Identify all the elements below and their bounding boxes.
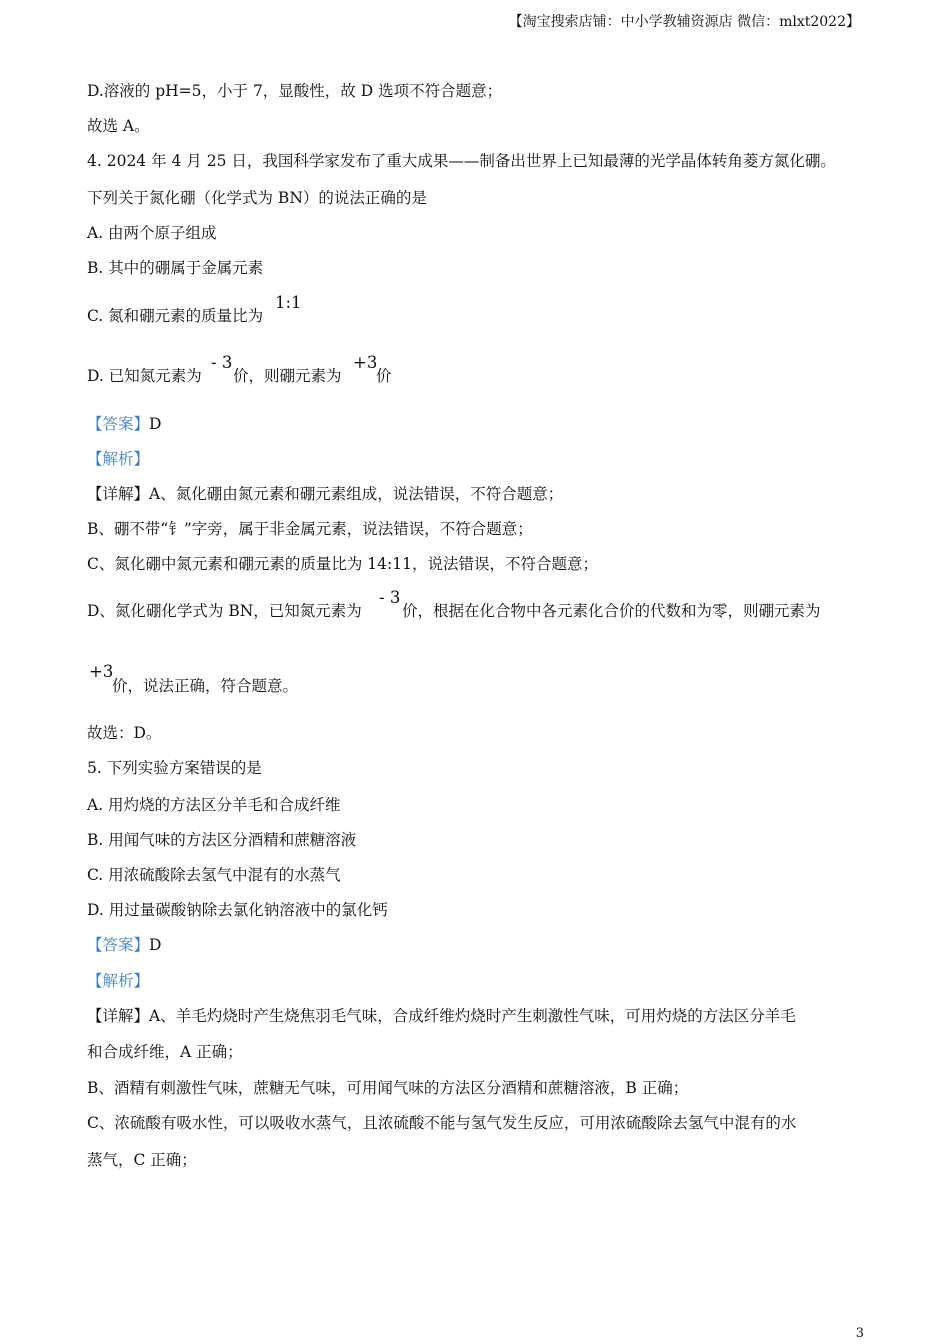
q5-option-c: C. 用浓硫酸除去氢气中混有的水蒸气 xyxy=(87,866,341,884)
q5-option-b: B. 用闻气味的方法区分酒精和蔗糖溶液 xyxy=(87,831,357,849)
page-header: 【淘宝搜索店铺：中小学教辅资源店 微信：mlxt2022】 xyxy=(508,14,860,30)
answer-tag: 【答案】 xyxy=(87,415,150,433)
q4-analysis-tag: 【解析】 xyxy=(87,450,150,468)
q5-detail-c-line2: 蒸气，C 正确； xyxy=(87,1151,197,1169)
q4-detail-a: 【详解】A、氮化硼由氮元素和硼元素组成，说法错误，不符合题意； xyxy=(87,485,564,503)
q4-detail-d-nitrogen-valence: - 3 xyxy=(379,588,401,607)
q4-stem-line1: 4. 2024 年 4 月 25 日，我国科学家发布了重大成果——制备出世界上已知最薄的光学晶体转角菱方氮化硼。 xyxy=(87,152,836,170)
q4-option-d-boron-valence: +3 xyxy=(353,353,378,372)
q5-detail-a-line1: 【详解】A、羊毛灼烧时产生烧焦羽毛气味，合成纤维灼烧时产生刺激性气味，可用灼烧的方法区分羊毛 xyxy=(87,1007,796,1025)
answer-tag: 【答案】 xyxy=(87,936,150,954)
q4-answer-value: D xyxy=(149,415,162,433)
q4-option-a: A. 由两个原子组成 xyxy=(87,224,217,242)
q4-detail-d-prefix: D、氮化硼化学式为 BN，已知氮元素为 xyxy=(87,602,362,620)
q4-option-d-nitrogen-valence: - 3 xyxy=(211,353,233,372)
q4-option-d-prefix: D. 已知氮元素为 xyxy=(87,367,202,385)
q5-detail-b: B、酒精有刺激性气味，蔗糖无气味，可用闻气味的方法区分酒精和蔗糖溶液，B 正确； xyxy=(87,1079,689,1097)
q4-detail-c: C、氮化硼中氮元素和硼元素的质量比为 14:11，说法错误，不符合题意； xyxy=(87,555,598,573)
q5-analysis-tag: 【解析】 xyxy=(87,972,150,990)
q3-conclusion: 故选 A。 xyxy=(87,117,150,135)
q5-stem: 5. 下列实验方案错误的是 xyxy=(87,759,262,777)
q3-option-d-analysis: D.溶液的 pH=5，小于 7，显酸性，故 D 选项不符合题意； xyxy=(87,82,503,100)
q4-detail-d-end: 价，说法正确，符合题意。 xyxy=(112,677,299,695)
q4-answer-line xyxy=(87,414,161,434)
q4-detail-b: B、硼不带“钅”字旁，属于非金属元素，说法错误，不符合题意； xyxy=(87,520,533,538)
q5-answer-value: D xyxy=(149,936,162,954)
q5-detail-c-line1: C、浓硫酸有吸水性，可以吸收水蒸气，且浓硫酸不能与氢气发生反应，可用浓硫酸除去氢气中混有的水 xyxy=(87,1114,797,1132)
q5-option-d: D. 用过量碳酸钠除去氯化钠溶液中的氯化钙 xyxy=(87,901,388,919)
q4-option-b: B. 其中的硼属于金属元素 xyxy=(87,259,264,277)
q4-stem-line2: 下列关于氮化硼（化学式为 BN）的说法正确的是 xyxy=(87,189,427,207)
page-number: 3 xyxy=(855,1326,864,1341)
q4-option-d-middle: 价，则硼元素为 xyxy=(233,367,342,385)
q4-option-d-suffix: 价 xyxy=(376,367,392,385)
q4-conclusion: 故选：D。 xyxy=(87,724,162,742)
q5-option-a: A. 用灼烧的方法区分羊毛和合成纤维 xyxy=(87,796,341,814)
q4-option-c-ratio: 1:1 xyxy=(275,293,302,312)
q4-option-c: C. 氮和硼元素的质量比为 xyxy=(87,307,264,325)
q5-detail-a-line2: 和合成纤维，A 正确； xyxy=(87,1043,243,1061)
q4-detail-d-boron-valence: +3 xyxy=(89,662,114,681)
q5-answer-line xyxy=(87,935,161,955)
q4-detail-d-text: 价，根据在化合物中各元素化合价的代数和为零，则硼元素为 xyxy=(402,602,821,620)
